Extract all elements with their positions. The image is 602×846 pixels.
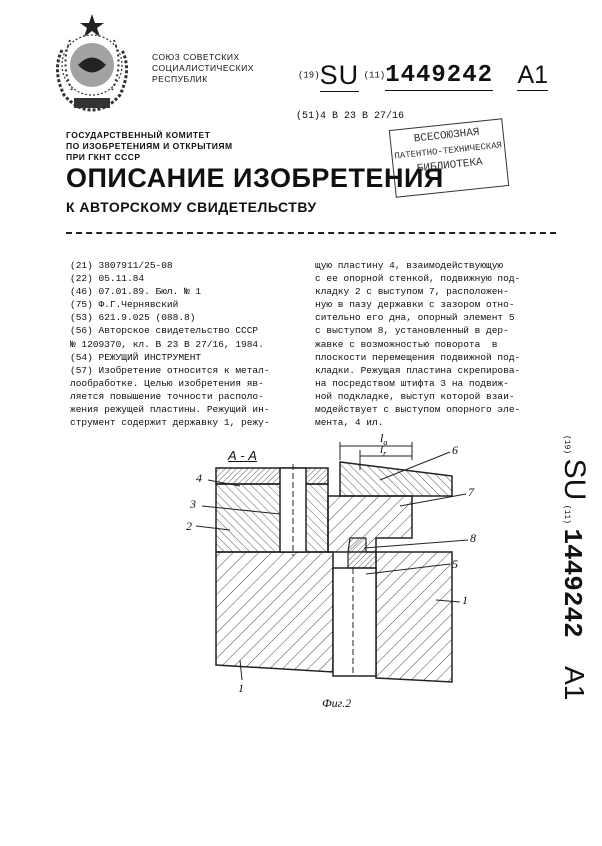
ipc-class: (51)4 В 23 В 27/16 [296, 111, 405, 122]
abstract-line: сительно его дна, опорный элемент 5 [315, 312, 515, 324]
biblio-line: № 1209370, кл. В 23 В 27/16, 1984. [70, 338, 264, 350]
gov-name [152, 52, 254, 85]
biblio-line: (22) 05.11.84 [70, 273, 145, 285]
country-code: SU [319, 60, 360, 90]
document-title: ОПИСАНИЕ ИЗОБРЕТЕНИЯ [66, 163, 444, 193]
abstract-line: (57) Изобретение относится к метал- [70, 364, 270, 376]
abstract-line: струмент содержит державку 1, режу- [70, 417, 270, 429]
patent-number-line [298, 60, 548, 91]
gov-line: СОЦИАЛИСТИЧЕСКИХ [152, 63, 254, 73]
separator-line [66, 232, 556, 234]
cross-section-drawing [180, 431, 480, 700]
organization [66, 130, 233, 163]
section-label: А - А [228, 448, 257, 463]
side-patent-number [533, 435, 597, 715]
label-4: 4 [196, 471, 202, 485]
label-1-right: 1 [462, 593, 468, 607]
biblio-line: (56) Авторское свидетельство СССР [70, 325, 259, 337]
document-subtitle: К АВТОРСКОМУ СВИДЕТЕЛЬСТВУ [66, 199, 317, 215]
org-line: ГОСУДАРСТВЕННЫЙ КОМИТЕТ [66, 130, 211, 140]
stamp-line: ВСЕСОЮЗНАЯ [413, 126, 481, 146]
bibliographic-data [70, 259, 290, 429]
org-line: ПО ИЗОБРЕТЕНИЯМ И ОТКРЫТИЯМ [66, 141, 233, 151]
abstract-line: плоскости перемещения подвижной под- [315, 351, 521, 363]
abstract-line: жавке с возможностью поворота в [315, 338, 498, 350]
biblio-line: (21) 3807911/25-08 [70, 260, 173, 271]
abstract-line: с выступом 8, установленный в дер- [315, 325, 509, 337]
label-5: 5 [452, 557, 458, 571]
patent-number: 1449242 [385, 62, 494, 89]
gov-line: РЕСПУБЛИК [152, 74, 208, 84]
abstract-line: ную в пазу державки с зазором отно- [315, 299, 515, 311]
kind-code: A1 [517, 61, 549, 89]
side-number: 1449242 [557, 528, 587, 638]
org-line: ПРИ ГКНТ СССР [66, 152, 141, 162]
dim-la: $l_a$ [380, 431, 388, 447]
abstract-line: щую пластину 4, взаимодействующую [315, 260, 504, 271]
figure-caption: Фиг.2 [322, 696, 352, 710]
support-element [333, 568, 376, 676]
gov-line: СОЮЗ СОВЕТСКИХ [152, 52, 240, 62]
code-11: (11) [363, 70, 386, 81]
label-7: 7 [468, 485, 474, 499]
holder-left [216, 552, 333, 672]
side-code-11: (11) [562, 504, 571, 524]
abstract-line: ляется повышение точности располо- [70, 390, 264, 402]
cutting-plate [216, 468, 328, 484]
abstract-line: модействует с выступом опорного эле- [315, 404, 521, 416]
abstract-line: кладки. Режущая пластина скрепирова- [315, 364, 521, 376]
dim-lr: $l_r$ [380, 444, 387, 458]
abstract-line: на посредством штифта 3 на подвиж- [315, 377, 509, 389]
biblio-line: (46) 07.01.89. Бюл. № 1 [70, 286, 202, 298]
side-country: SU [558, 458, 591, 501]
biblio-line: (54) РЕЖУЩИЙ ИНСТРУМЕНТ [70, 351, 202, 363]
label-1-bottom: 1 [238, 681, 244, 695]
shim [216, 484, 328, 552]
biblio-line: (53) 621.9.025 (088.8) [70, 312, 196, 324]
abstract-continuation [315, 259, 565, 429]
abstract-line: лообработке. Целью изобретения яв- [70, 377, 264, 389]
side-kind: A1 [559, 666, 590, 701]
abstract-line: мента, 4 ил. [315, 417, 384, 429]
code-19: (19) [298, 70, 320, 81]
label-2: 2 [186, 519, 192, 533]
abstract-line: кладку 2 с выступом 7, расположен- [315, 286, 509, 298]
stamp-line: ПАТЕНТНО-ТЕХНИЧЕСКАЯ [394, 140, 503, 162]
stamp-line: БИБЛИОТЕКА [416, 156, 484, 176]
label-8: 8 [470, 531, 476, 545]
abstract-line: ной подкладке, выступ которой взаи- [315, 390, 515, 402]
label-6: 6 [452, 443, 458, 457]
biblio-line: (75) Ф.Г.Чернявский [70, 299, 179, 311]
side-code-19: (19) [562, 435, 571, 455]
label-3: 3 [190, 497, 196, 511]
ussr-emblem-icon [42, 10, 142, 120]
abstract-line: жения режущей пластины. Режущий ин- [70, 404, 270, 416]
abstract-line: с ее опорной стенкой, подвижную под- [315, 273, 521, 285]
